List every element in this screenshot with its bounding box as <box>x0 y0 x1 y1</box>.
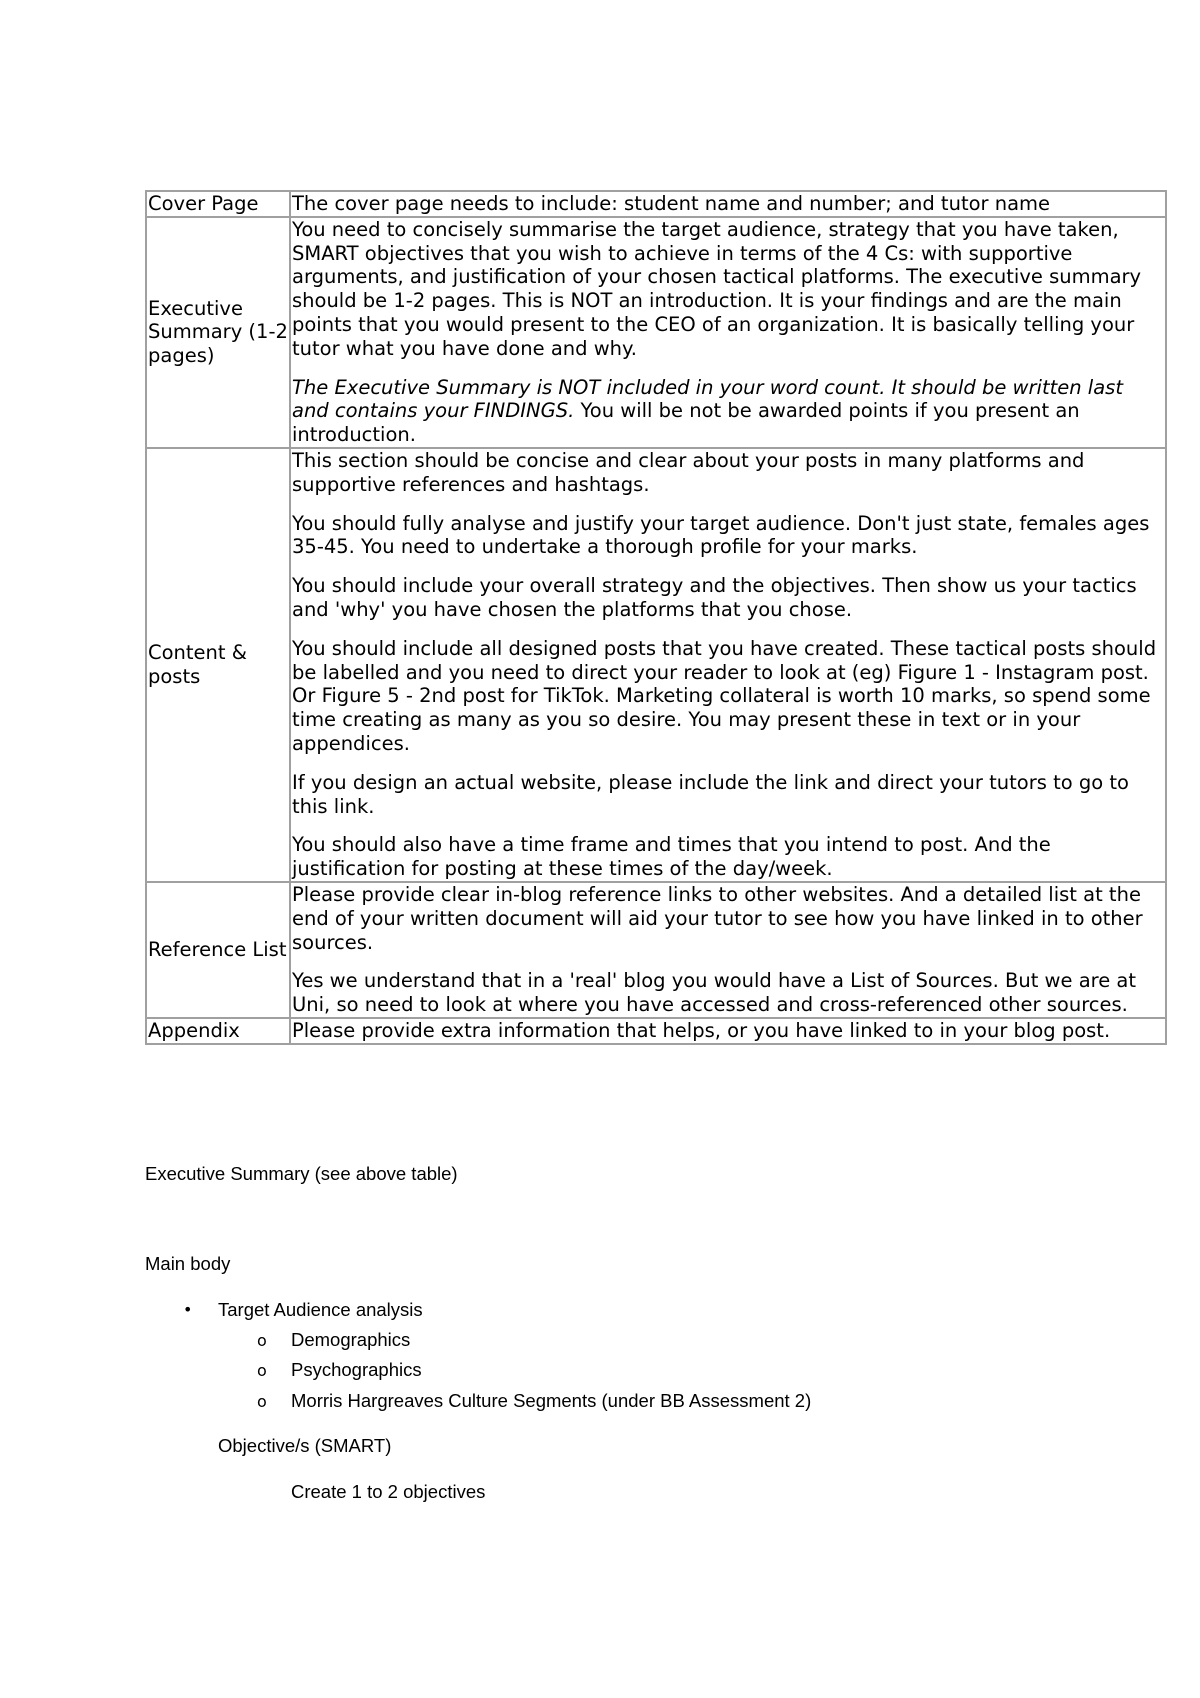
paragraph: Yes we understand that in a 'real' blog you would have a List of Sources. But we are at Uni, so need to look at where you have accessed and cross-referenced other sources. <box>292 969 1137 1017</box>
italic-note: The Executive Summary is NOT included in your word count. It should be written last and contains your FINDINGS. <box>292 375 1123 423</box>
objectives-heading: Objective/s (SMART) <box>218 1435 392 1456</box>
objectives-text: Create 1 to 2 objectives <box>291 1481 486 1502</box>
list-item: Demographics <box>291 1329 411 1350</box>
row-content <box>290 882 1166 1018</box>
table-row <box>146 191 1166 217</box>
bullet-dot-icon: • <box>183 1300 193 1319</box>
row-content <box>290 448 1166 882</box>
assessment-structure-table <box>145 190 1167 1045</box>
row-content <box>290 217 1166 448</box>
row-label: Reference List <box>146 882 290 1018</box>
paragraph: You should fully analyse and justify your target audience. Don't just state, females ages 35-45. You need to undertake a thorough profile for your marks. <box>292 511 1150 559</box>
paragraph: The cover page needs to include: student name and number; and tutor name <box>292 192 1051 215</box>
list-item: Morris Hargreaves Culture Segments (under BB Assessment 2) <box>291 1390 812 1411</box>
sub-bullet-icon: o <box>257 1331 267 1350</box>
row-label: Content & posts <box>146 448 290 882</box>
paragraph-note <box>292 376 1164 447</box>
table-row <box>146 217 1166 448</box>
main-body-heading: Main body <box>145 1253 231 1274</box>
sub-bullet-icon: o <box>257 1361 267 1380</box>
list-item: Target Audience analysis <box>218 1299 423 1320</box>
row-content <box>290 191 1166 217</box>
row-label: Executive Summary (1-2 pages) <box>146 217 290 448</box>
row-label: Appendix <box>146 1018 290 1044</box>
normal-note: You will be not be awarded points if you present an introduction. <box>292 399 1080 447</box>
paragraph: You need to concisely summarise the target audience, strategy that you have taken, SMART objectives that you wish to achieve in terms of the 4 Cs: with supportive arguments, and justification of your chosen tactical platforms. The executive summary should be 1-2 pages. This is NOT an introduction. It is your findings and are the main points that you would present to the CEO of an organization. It is basically telling your tutor what you have done and why. <box>292 217 1142 360</box>
paragraph: You should include all designed posts that you have created. These tactical posts should be labelled and you need to direct your reader to look at (eg) Figure 1 - Instagram post. Or Figure 5 - 2nd post for TikTok. Marketing collateral is worth 10 marks, so spend some time creating as many as you so desire. You may present these in text or in your appendices. <box>292 636 1157 755</box>
table-row <box>146 1018 1166 1044</box>
paragraph: You should also have a time frame and times that you intend to post. And the justification for posting at these times of the day/week. <box>292 833 1051 881</box>
list-item: Psychographics <box>291 1359 422 1380</box>
paragraph: Please provide clear in-blog reference links to other websites. And a detailed list at the end of your written document will aid your tutor to see how you have linked in to other sources. <box>292 882 1143 954</box>
paragraph: If you design an actual website, please include the link and direct your tutors to go to this link. <box>292 770 1129 818</box>
paragraph: This section should be concise and clear about your posts in many platforms and supportive references and hashtags. <box>292 448 1085 496</box>
paragraph: Please provide extra information that helps, or you have linked to in your blog post. <box>292 1018 1111 1042</box>
exec-summary-line: Executive Summary (see above table) <box>145 1163 458 1184</box>
paragraph: You should include your overall strategy and the objectives. Then show us your tactics and 'why' you have chosen the platforms that you chose. <box>292 574 1137 621</box>
row-content <box>290 1018 1166 1044</box>
sub-bullet-icon: o <box>257 1392 267 1411</box>
table-row <box>146 882 1166 1018</box>
row-label: Cover Page <box>146 191 290 217</box>
table-row <box>146 448 1166 882</box>
